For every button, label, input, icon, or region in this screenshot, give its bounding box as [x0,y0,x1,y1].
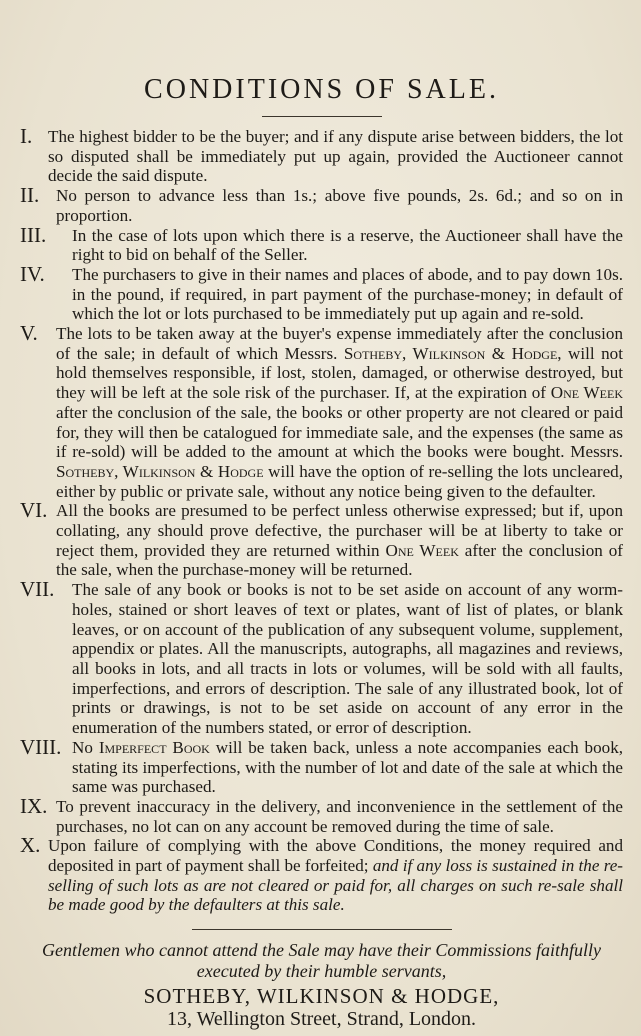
condition-text [48,836,623,915]
condition-number: IX. [20,793,48,818]
condition-number: I. [20,124,33,148]
period-emphasis: One Week [385,540,459,560]
condition-8 [20,734,624,797]
condition-number: V. [20,321,38,346]
text-part: The lots to be taken away at the buyer's expense immediately after the conclusion of the sale; in default of which Messrs. [56,324,623,363]
condition-7 [20,577,623,738]
italic-clause: and if any loss is sustained in the re-selling of such lots as are not cleared or paid for, all charges on such re-sale shall be made good by the defaulters at this sale. [48,856,623,915]
condition-3 [20,222,623,265]
imperfect-book-emphasis: Imperfect Book [98,737,210,757]
firm-name: Sotheby, Wilkinson & Hodge [343,343,558,363]
condition-9 [20,793,623,836]
condition-1 [20,124,623,186]
condition-number: VIII. [20,734,62,759]
title-rule [262,116,382,117]
condition-text [56,324,623,501]
condition-number: III. [20,222,47,247]
commission-notice-line-2: executed by their humble servants, [196,961,447,982]
page-title: CONDITIONS OF SALE. [144,74,499,105]
firm-signature: SOTHEBY, WILKINSON & HODGE, [143,984,500,1009]
conditions-list [20,124,624,915]
period-emphasis: One Week [550,383,623,403]
condition-text [72,738,623,797]
condition-text [56,501,623,580]
condition-5 [20,321,623,501]
condition-number: II. [20,183,40,208]
condition-number: VI. [20,498,48,523]
text-part: , will not hold themselves responsible, if lost, stolen, damaged, or otherwise destroyed, but they will be left at the sole risk of the purchaser. If, at the expiration of [56,343,623,403]
commission-notice-line-1: Gentlemen who cannot attend the Sale may have their Commissions faithfully [42,940,601,961]
text-part: will have the option of re-selling the lots uncleared, either by public or private sale, without any notice being given to the defaulter. [56,461,623,501]
condition-number: IV. [20,261,45,286]
condition-10 [20,833,623,915]
condition-text: No person to advance less than 1s.; above five pounds, 2s. 6d.; and so on in proportion. [56,186,623,225]
footer [20,940,623,1030]
condition-6 [20,498,623,580]
condition-text: The highest bidder to be the buyer; and if any dispute arise between bidders, the lot so disputed shall be immediately put up again, provided the Auctioneer cannot decide the said dispute. [48,127,623,186]
footer-rule [192,929,452,930]
condition-number: X. [20,833,41,858]
text-part: will be taken back, unless a note accompanies each book, stating its imperfections, with the number of lot and date of the sale at which the same was purchased. [72,737,624,797]
condition-text: In the case of lots upon which there is a reserve, the Auctioneer shall have the right to bid on behalf of the Seller. [72,225,623,265]
text-part: All the books are presumed to be perfect unless otherwise expressed; but if, upon collating, any should prove defective, the purchaser will be at liberty to take or reject them, provided they are returned within [56,501,623,560]
text-part: after the conclusion of the sale, when the purchase-money will be returned. [56,540,623,580]
text-part: Upon failure of complying with the above Conditions, the money required and deposited in part of payment shall be forfeited; [48,836,623,876]
condition-text: To prevent inaccuracy in the delivery, and inconvenience in the settlement of the purchases, no lot can on any account be removed during the time of sale. [56,796,623,836]
condition-number: VII. [20,577,55,602]
condition-4 [20,261,623,324]
text-part: after the conclusion of the sale, the books or other property are not cleared or paid for, they will then be catalogued for immediate sale, and the expenses (the same as if re-sold) will be added to the amount at which the books were bought. Messrs. [56,402,623,462]
condition-2 [20,183,623,225]
text-part: No [72,737,99,757]
condition-text: The purchasers to give in their names and places of abode, and to pay down 10s. in the pound, if required, in part payment of the purchase-money; in default of which the lot or lots purchased to be immediately put up again and re-sold. [72,264,623,324]
firm-name: Sotheby, Wilkinson & Hodge [56,461,264,481]
condition-text: The sale of any book or books is not to be set aside on account of any worm-holes, stained or short leaves of text or plates, want of list of plates, or blank leaves, or on account of the publication of any subsequent volume, supplement, appendix or plates. All the manuscripts, autographs, all magazines and reviews, all books in lots, and all tracts in lots or volumes, will be sold with all faults, imperfections, and errors of description. The sale of any illustrated book, lot of prints or drawings, is not to be set aside on account of any error in the enumeration of the numbers stated, or error of description. [72,580,623,738]
firm-address: 13, Wellington Street, Strand, London. [166,1008,477,1031]
